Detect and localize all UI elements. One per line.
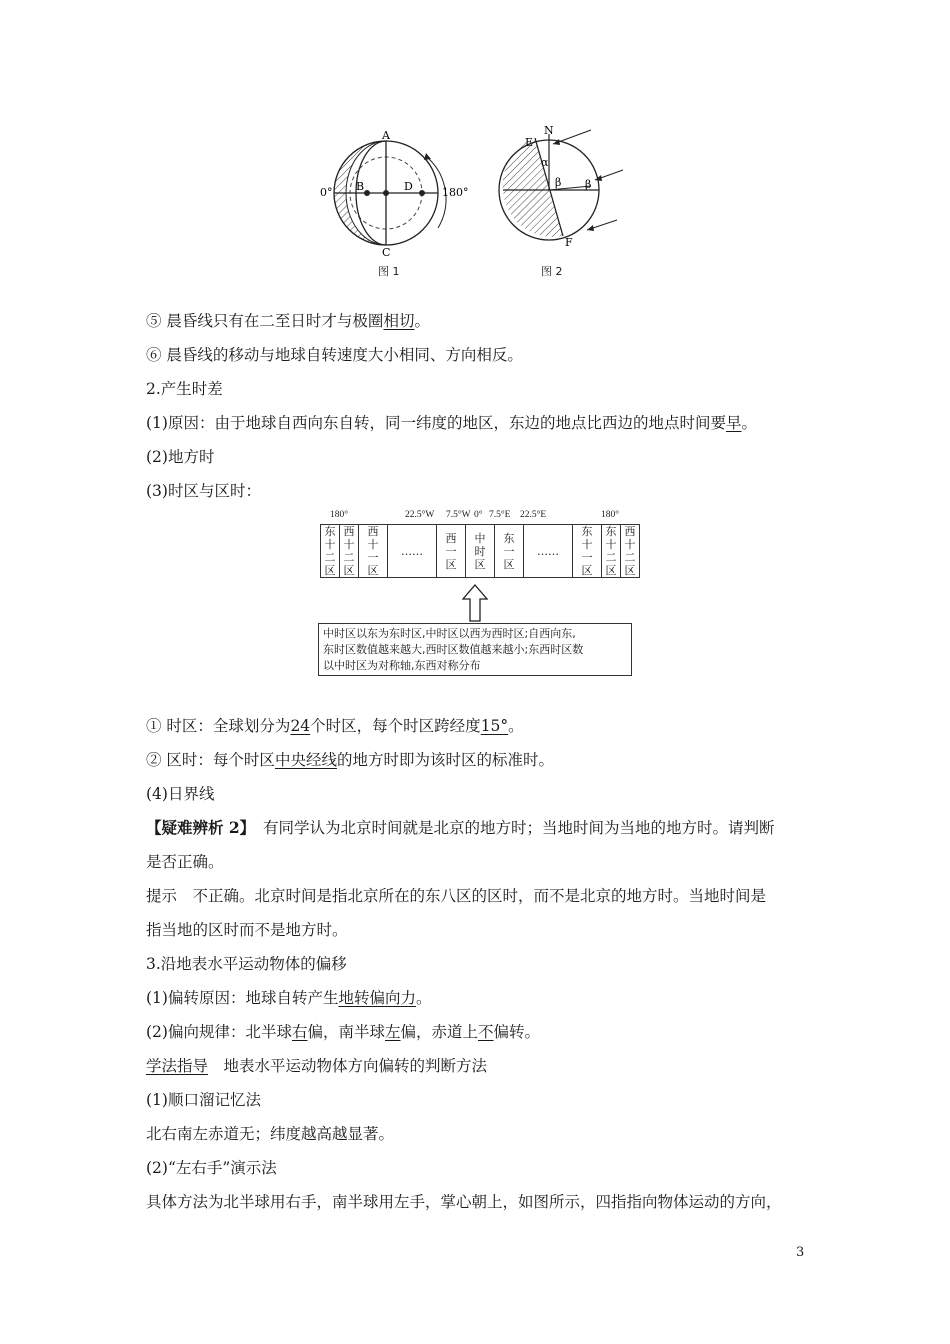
text-local-time: (2)地方时 <box>146 448 215 466</box>
text-time-zones-heading: (3)时区与区时： <box>146 482 261 500</box>
text-cause: (1)原因：由于地球自西向东自转，同一纬度的地区，东边的地点比西边的地点时间要早。 <box>146 414 757 432</box>
fig2-label-e: E <box>525 136 534 149</box>
fig2-label-n: N <box>544 124 554 137</box>
text-hand-method-detail: 具体方法为北半球用右手，南半球用左手，掌心朝上，如图所示，四指指向物体运动的方向， <box>146 1193 782 1211</box>
tz-header-7-5w: 7.5°W <box>446 510 471 520</box>
fig2-label-alpha: α <box>541 156 549 169</box>
up-arrow-icon <box>462 584 488 622</box>
text-question-2: 【疑难辨析 2】 有同学认为北京时间就是北京的地方时；当地时间为当地的地方时。请判断 <box>146 818 775 837</box>
time-zone-table <box>320 524 640 578</box>
fig1-label-0deg: 0° <box>320 186 333 199</box>
text-hand-method: (2)“左右手”演示法 <box>146 1159 277 1177</box>
fig1-label-b: B <box>356 180 365 193</box>
text-terminator-tangent: ⑤ 晨昏线只有在二至日时才与极圈相切。 <box>146 312 430 330</box>
text-deflection-cause: (1)偏转原因：地球自转产生地转偏向力。 <box>146 989 432 1007</box>
text-hint-cont: 指当地的区时而不是地方时。 <box>146 921 348 939</box>
fig2-label-beta-outer: β <box>585 178 592 191</box>
text-terminator-movement: ⑥ 晨昏线的移动与地球自转速度大小相同、方向相反。 <box>146 346 523 364</box>
tz-cell: 西 十 二 区 <box>621 525 640 578</box>
tz-header-180-right: 180° <box>601 510 620 520</box>
figure-2-caption: 图 2 <box>541 265 563 278</box>
fig1-label-d: D <box>404 180 413 193</box>
text-date-line: (4)日界线 <box>146 785 215 803</box>
text-zone-time-def: ② 区时：每个时区中央经线的地方时即为该时区的标准时。 <box>146 751 554 769</box>
fig2-label-beta-inner: β <box>555 176 562 189</box>
figure-1-terminator-diagram <box>318 128 478 278</box>
note-line: 东时区数值越来越大,西时区数值越来越小;东西时区数 <box>323 643 584 656</box>
tz-cell: 西 十 二 区 <box>340 525 359 578</box>
tz-cell: 东 十 一 区 <box>573 525 602 578</box>
tz-cell: 东 十 二 区 <box>321 525 340 578</box>
text-mnemonic-content: 北右南左赤道无；纬度越高越显著。 <box>146 1125 395 1143</box>
tz-header-22-5e: 22.5°E <box>520 510 547 520</box>
tz-cell: 西 一 区 <box>437 525 466 578</box>
figure-1-caption: 图 1 <box>378 265 400 278</box>
text-method-guide: 学法指导 地表水平运动物体方向偏转的判断方法 <box>146 1057 488 1075</box>
tz-header-0: 0° <box>474 510 483 520</box>
tz-cell: …… <box>388 525 437 578</box>
tz-cell: 东 十 二 区 <box>602 525 621 578</box>
tz-cell: 中 时 区 <box>466 525 495 578</box>
fig2-label-f: F <box>565 236 573 249</box>
text-time-zone-def: ① 时区：全球划分为24个时区，每个时区跨经度15°。 <box>146 717 524 735</box>
tz-cell: 西 十 一 区 <box>359 525 388 578</box>
text-mnemonic: (1)顺口溜记忆法 <box>146 1091 261 1109</box>
fig1-label-180deg: 180° <box>442 186 469 199</box>
text-hint: 提示 不正确。北京时间是指北京所在的东八区的区时，而不是北京的地方时。当地时间是 <box>146 887 767 905</box>
fig1-label-a: A <box>382 129 390 142</box>
time-zone-note-box <box>318 623 632 676</box>
note-line: 中时区以东为东时区,中时区以西为西时区;自西向东, <box>323 627 576 640</box>
page-number: 3 <box>796 1245 805 1260</box>
fig1-label-c: C <box>382 246 391 259</box>
tz-header-22-5w: 22.5°W <box>405 510 435 520</box>
tz-header-7-5e: 7.5°E <box>489 510 511 520</box>
note-line: 以中时区为对称轴,东西对称分布 <box>323 659 481 672</box>
tz-cell: …… <box>524 525 573 578</box>
text-deflection-rule: (2)偏向规律：北半球右偏，南半球左偏，赤道上不偏转。 <box>146 1023 541 1041</box>
tz-cell: 东 一 区 <box>495 525 524 578</box>
heading-deflection: 3.沿地表水平运动物体的偏移 <box>146 955 347 973</box>
text-question-2-cont: 是否正确。 <box>146 853 224 871</box>
figure-2-sunlight-diagram <box>495 124 635 254</box>
heading-time-difference: 2.产生时差 <box>146 380 223 398</box>
tz-header-180-left: 180° <box>330 510 349 520</box>
